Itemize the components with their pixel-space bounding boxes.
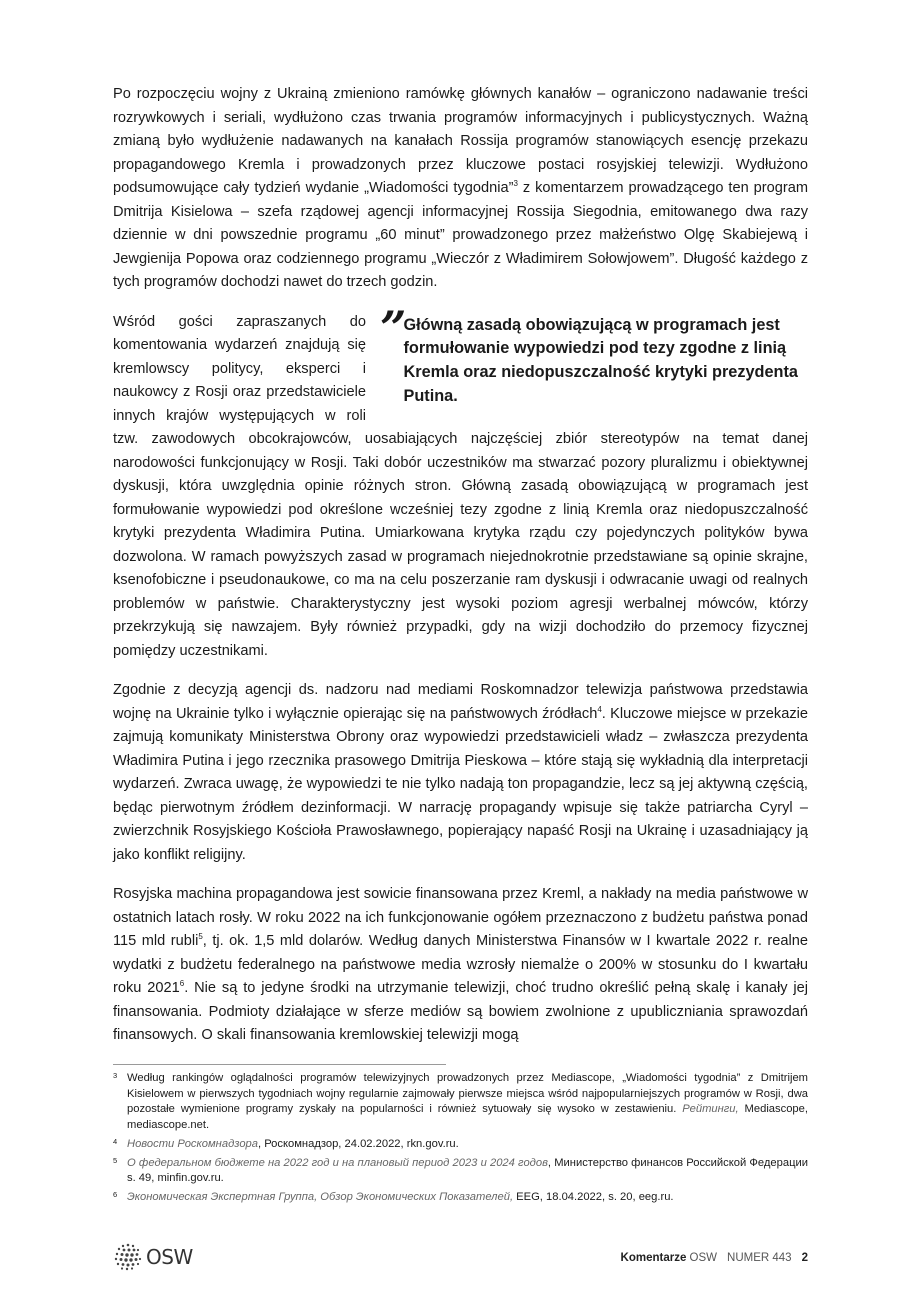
osw-logo <box>113 1242 193 1272</box>
footnote-number: 6 <box>113 1189 118 1199</box>
footnote-3 <box>113 1071 808 1134</box>
paragraph-4 <box>113 883 808 1048</box>
footnotes <box>113 1071 808 1209</box>
footnote-number: 4 <box>113 1136 118 1146</box>
footnote-source[interactable]: , Министерство финансов Российской Федерации s. 49, minfin.gov.ru. <box>127 1156 808 1185</box>
footnote-source-title: Экономическая Экспертная Группа, Обзор Экономических Показателей, <box>127 1190 514 1203</box>
paragraph-1 <box>113 83 808 295</box>
page-number: 2 <box>801 1252 808 1264</box>
footnote-ref-3[interactable]: 3 <box>513 179 518 189</box>
issue-number: NUMER 443 <box>727 1252 792 1264</box>
footnote-text: Według rankingów oglądalności programów telewizyjnych prowadzonych przez Mediascope, „Wiadomości tygodnia” z Dmitrijem Kisielowem w pierwszych tygodniach wojny regularnie zajmowały pierwsze miejsca wśród najpopularniejszych programów w Rosji, dwa pozostałe wymienione programy zyskały na popularności i również sytuowały się wysoko w zestawieniu. <box>127 1072 808 1116</box>
paragraph-2: Wśród gości zapraszanych do komentowania wydarzeń znajdują się kremlowscy politycy, eksperci i naukowcy z Rosji oraz przedstawiciele innych krajów występujących w roli tzw. zawodowych obcokrajowców, uosabiających najczęściej zbiór stereotypów na temat danej narodowości funkcjonujący w Rosji. Taki dobór uczestników ma stwarzać pozory pluralizmu i obiektywnej dyskusji, która uwzględnia opinie różnych stron. Główną zasadą obowiązującą w programach jest formułowanie wypowiedzi pod określone wcześniej tezy zgodne z linią Kremla oraz niedopuszczalność krytyki prezydenta Władimira Putina. Umiarkowana krytyka rządu czy pojedynczych polityków bywa dozwolona. W ramach powyższych zasad w programach niejednokrotnie przedstawiane są opinie skrajne, ksenofobiczne i pseudonaukowe, co ma na celu poszerzanie ram dyskusji i odwracanie uwagi od realnych problemów w państwie. Charakterystyczny jest wysoki poziom agresji werbalnej mówców, którzy przekrzykują się nawzajem. Były również przypadki, gdy na wizji dochodziło do przemocy fizycznej pomiędzy uczestnikami. <box>113 313 808 659</box>
page-footer <box>113 1242 808 1274</box>
footnote-source-title: Рейтинги, <box>682 1103 739 1116</box>
footnote-source[interactable]: Mediascope, mediascope.net. <box>127 1103 808 1132</box>
article-body <box>113 80 808 1064</box>
footnote-number: 3 <box>113 1071 118 1080</box>
logo-text: OSW <box>146 1245 193 1269</box>
footnote-source-title: О федеральном бюджете на 2022 год и на плановый период 2023 и 2024 годов <box>127 1156 548 1169</box>
footnote-number: 5 <box>113 1155 118 1165</box>
paragraph-4-text: Rosyjska machina propagandowa jest sowicie finansowana przez Kreml, a nakłady na media państwowe w ostatnich latach rosły. W roku 2022 na ich funkcjonowanie ogółem przeznaczono z budżetu państwa ponad 115 mld rubli <box>113 886 808 949</box>
footnote-divider <box>113 1064 446 1065</box>
series-org: OSW <box>686 1252 718 1264</box>
paragraph-2-block <box>113 300 808 680</box>
paragraph-3-text: Zgodnie z decyzją agencji ds. nadzoru nad mediami Roskomnadzor telewizja państwowa przedstawia wojnę na Ukrainie tylko i wyłącznie opierając się na państwowych źródłach <box>113 682 808 722</box>
paragraph-4-text-rest: . Nie są to jedyne środki na utrzymanie telewizji, choć trudno określić pełną skalę i kanały jej finansowania. Podmioty działające w sferze mediów są bowiem zwolnione z upubliczniania sprawozdań finansowych. O skali finansowania kremlowskiej telewizji mogą <box>113 980 808 1043</box>
footnote-4 <box>113 1137 808 1153</box>
footnote-ref-5[interactable]: 5 <box>198 932 203 942</box>
pull-quote <box>380 300 808 409</box>
paragraph-3 <box>113 679 808 867</box>
paragraph-1-text-rest: z komentarzem prowadzącego ten program Dmitrija Kisielowa – szefa rządowej agencji informacyjnej Rossija Siegodnia, emitowanego dwa razy dziennie w dni powszednie programu „60 minut” prowadzonego przez małżeństwo Olgę Skabiejewą i Jewgienija Popowa oraz codziennego programu „Wieczór z Władimirem Sołowjowem”. Długość każdego z tych programów dochodzi nawet do trzech godzin. <box>113 180 809 290</box>
paragraph-1-text: Po rozpoczęciu wojny z Ukrainą zmieniono ramówkę głównych kanałów – ograniczono nadawanie treści rozrywkowych i seriali, wydłużono czas trwania programów informacyjnych i publicystycznych. Ważną zmianą było wydłużenie nadawanych na kanałach Rossija programów stanowiących esencję przekazu propagandowego Kremla i prowadzonych przez kluczowe postaci rosyjskiej telewizji. Wydłużono podsumowujące cały tydzień wydanie „Wiadomości tygodnia” <box>113 86 808 196</box>
paragraph-4-text-mid: , tj. ok. 1,5 mld dolarów. Według danych Ministerstwa Finansów w I kwartale 2022 r. realne wydatki z budżetu federalnego na państwowe media wzrosły niemalże o 200% w stosunku do I kwartału roku 2021 <box>113 933 808 996</box>
footnote-ref-6[interactable]: 6 <box>179 979 185 989</box>
paragraph-3-text-rest: . Kluczowe miejsce w przekazie zajmują komunikaty Ministerstwa Obrony oraz wypowiedzi przedstawicieli władz – zwłaszcza prezydenta Władimira Putina i jego rzecznika prasowego Dmitrija Pieskowa – które stają się wykładnią dla interpretacji wydarzeń. Zwraca uwagę, że wypowiedzi te nie tylko nadają ton propagandzie, lecz są jej aktywną częścią, będąc pierwotnym źródłem dezinformacji. W narrację propagandy wpisuje się także patriarcha Cyryl – zwierzchnik Rosyjskiego Kościoła Prawosławnego, popierający napaść Rosji na Ukrainę i uzasadniający ją jako konflikt religijny. <box>113 705 808 863</box>
globe-dots-icon <box>113 1242 143 1272</box>
footnote-5 <box>113 1156 808 1187</box>
pull-quote-text: Główną zasadą obowiązującą w programach jest formułowanie wypowiedzi pod tezy zgodne z linią Kremla oraz niedopuszczalność krytyki prezydenta Putina. <box>403 315 798 405</box>
footnote-6 <box>113 1190 808 1206</box>
quote-mark-icon: ” <box>380 300 400 355</box>
footnote-source-title: Новости Роскомнадзора <box>127 1137 258 1150</box>
footnote-source[interactable]: , Роскомнадзор, 24.02.2022, rkn.gov.ru. <box>258 1137 459 1150</box>
footnote-source[interactable]: EEG, 18.04.2022, s. 20, eeg.ru. <box>513 1190 674 1203</box>
series-name: Komentarze <box>620 1252 687 1264</box>
footer-series <box>621 1252 808 1264</box>
footnote-ref-4[interactable]: 4 <box>597 704 602 714</box>
